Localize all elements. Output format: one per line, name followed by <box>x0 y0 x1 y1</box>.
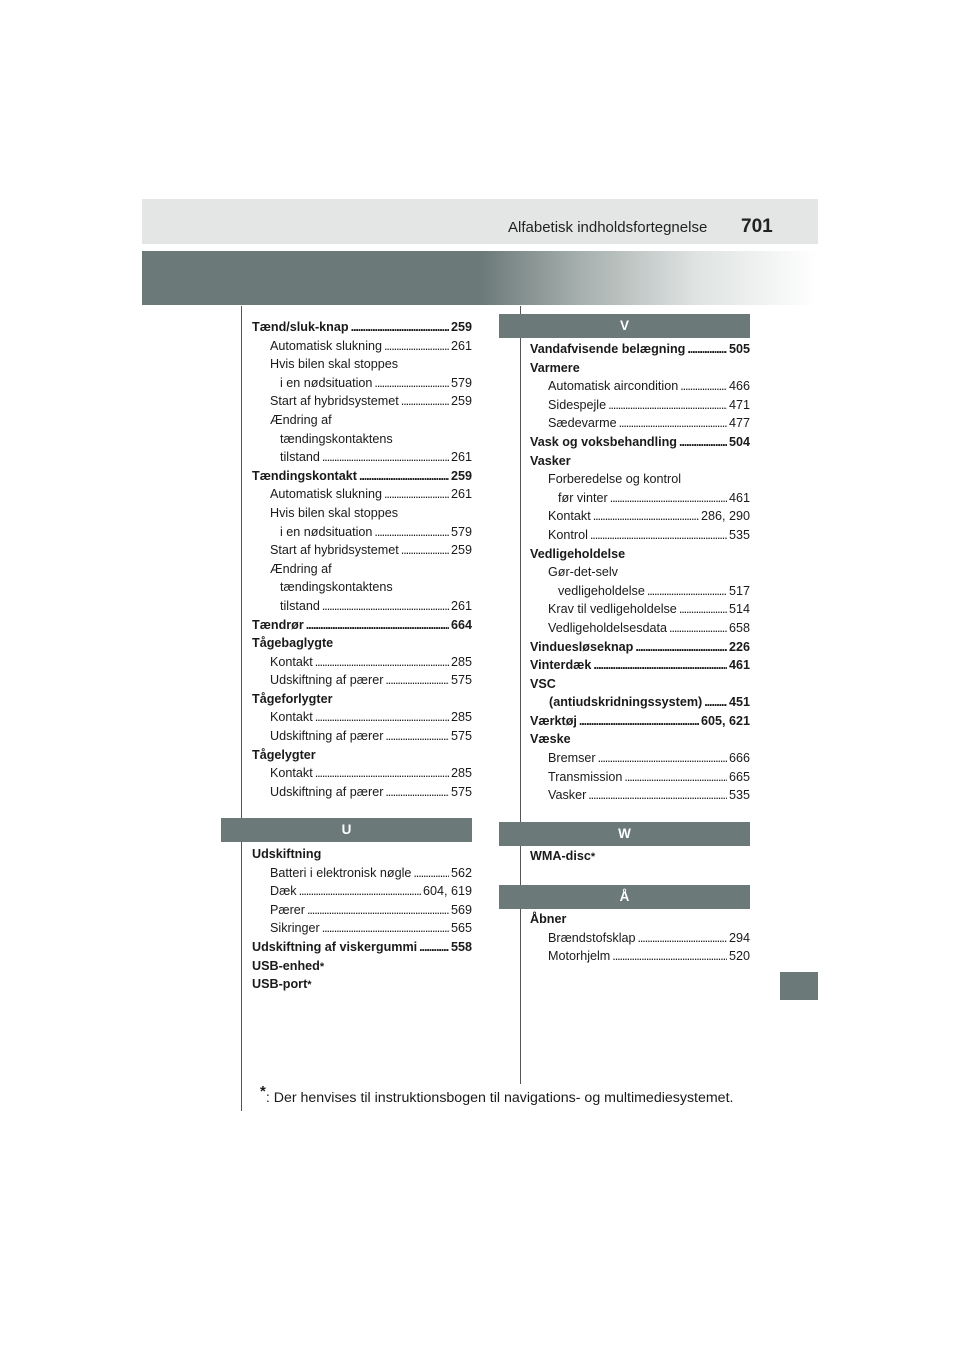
index-subentry: Vedligeholdelsesdata . . . 658 <box>530 619 750 638</box>
section-heading-w: W <box>499 822 750 846</box>
index-subentry: Udskiftning af pærer . . . 575 <box>252 783 472 802</box>
index-subentry: Krav til vedligeholdelse . . . 514 <box>530 600 750 619</box>
index-entry: Vasker <box>530 453 571 468</box>
section-aa-entries <box>530 910 750 966</box>
index-entry: Vandafvisende belægning . . . 505 <box>530 340 750 359</box>
section-heading-v: V <box>499 314 750 338</box>
index-subentry: vedligeholdelse . . . 517 <box>530 582 750 601</box>
index-subentry: Kontakt . . . 286, 290 <box>530 507 750 526</box>
index-entry: Tænd/sluk-knap . . . 259 <box>252 318 472 337</box>
index-entry: USB-enhed * <box>252 958 325 973</box>
index-subentry: Hvis bilen skal stoppes <box>270 357 399 372</box>
index-entry: Vedligeholdelse <box>530 546 626 561</box>
index-entry: Vinduesløseknap . . . 226 <box>530 638 750 657</box>
index-entry: Væske <box>530 732 571 747</box>
index-subentry: Kontrol . . . 535 <box>530 526 750 545</box>
footnote <box>260 1083 734 1106</box>
index-subentry: Sikringer . . . 565 <box>252 919 472 938</box>
section-heading-u: U <box>221 818 472 842</box>
index-subentry: Bremser . . . 666 <box>530 749 750 768</box>
section-u-entries <box>252 845 472 994</box>
footnote-mark: * <box>260 1083 266 1100</box>
index-entry: Tændingskontakt . . . 259 <box>252 467 472 486</box>
index-subentry: Automatisk slukning . . . 261 <box>252 485 472 504</box>
index-subentry: Automatisk aircondition . . . 466 <box>530 377 750 396</box>
index-subentry: Kontakt . . . 285 <box>252 653 472 672</box>
index-entry: Udskiftning af viskergummi . . . 558 <box>252 938 472 957</box>
index-subentry: Brændstofsklap . . . 294 <box>530 929 750 948</box>
index-entry: Tågeforlygter <box>252 691 333 706</box>
footnote-text: : Der henvises til instruktionsbogen til navigations- og multimediesystemet. <box>265 1090 734 1106</box>
index-subentry: før vinter . . . 461 <box>530 489 750 508</box>
index-subentry: Automatisk slukning . . . 261 <box>252 337 472 356</box>
index-entry: Vinterdæk . . . 461 <box>530 656 750 675</box>
index-entry: Værktøj . . . 605, 621 <box>530 712 750 731</box>
index-subentry: tilstand . . . 261 <box>252 448 472 467</box>
index-entry: Tågebaglygte <box>252 636 334 651</box>
index-entry: (antiudskridningssystem) . . . 451 <box>530 693 750 712</box>
index-entry: Udskiftning <box>252 847 322 861</box>
index-subentry: Motorhjelm . . . 520 <box>530 947 750 966</box>
index-subentry: Ændring af <box>270 412 332 427</box>
index-entry: Tågelygter <box>252 747 316 762</box>
index-subentry: i en nødsituation . . . 579 <box>252 523 472 542</box>
index-subentry: Kontakt . . . 285 <box>252 764 472 783</box>
index-subentry: Dæk . . . 604, 619 <box>252 882 472 901</box>
index-entry: Tændrør . . . 664 <box>252 616 472 635</box>
index-subentry: Udskiftning af pærer . . . 575 <box>252 727 472 746</box>
index-entry: Åbner <box>530 912 567 926</box>
index-entry: USB-port * <box>252 977 312 992</box>
index-subentry: Vasker . . . 535 <box>530 786 750 805</box>
section-v-entries <box>530 340 750 805</box>
index-subentry: Kontakt . . . 285 <box>252 708 472 727</box>
header-gradient-band <box>142 251 818 305</box>
index-entry: Vask og voksbehandling . . . 504 <box>530 433 750 452</box>
index-entry: WMA-disc * <box>530 849 596 863</box>
index-subentry: Start af hybridsystemet . . . 259 <box>252 541 472 560</box>
index-subentry: tændingskontaktens <box>280 431 393 446</box>
index-subentry: Sædevarme . . . 477 <box>530 414 750 433</box>
index-subentry: Pærer . . . 569 <box>252 901 472 920</box>
left-column-rule <box>241 306 242 1111</box>
index-subentry: Udskiftning af pærer . . . 575 <box>252 671 472 690</box>
index-subentry: Gør-det-selv <box>548 565 618 580</box>
page-title: Alfabetisk indholdsfortegnelse <box>508 219 708 236</box>
page-number: 701 <box>741 216 773 237</box>
left-column <box>252 318 472 801</box>
index-entry: VSC <box>530 676 556 691</box>
chapter-tab <box>780 972 818 1000</box>
index-subentry: i en nødsituation . . . 579 <box>252 374 472 393</box>
index-subentry: Sidespejle . . . 471 <box>530 396 750 415</box>
section-w-entries <box>530 847 750 866</box>
index-entry: Varmere <box>530 360 580 375</box>
section-heading-aa: Å <box>499 885 750 909</box>
index-subentry: Hvis bilen skal stoppes <box>270 505 399 520</box>
index-subentry: Transmission . . . 665 <box>530 768 750 787</box>
center-column-rule <box>520 306 521 1084</box>
header-bar <box>142 199 818 244</box>
index-subentry: tilstand . . . 261 <box>252 597 472 616</box>
index-subentry: Batteri i elektronisk nøgle . . . 562 <box>252 864 472 883</box>
index-subentry: Start af hybridsystemet . . . 259 <box>252 392 472 411</box>
index-subentry: Forberedelse og kontrol <box>548 472 682 487</box>
index-subentry: Ændring af <box>270 561 332 576</box>
index-subentry: tændingskontaktens <box>280 580 393 595</box>
